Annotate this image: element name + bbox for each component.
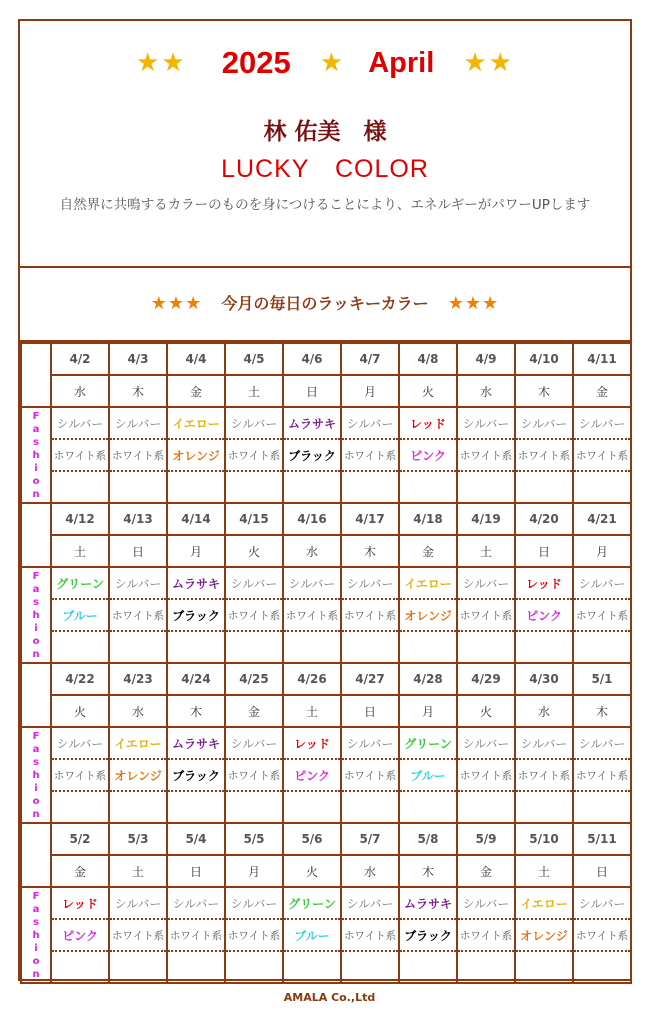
fashion-letter: h — [32, 769, 40, 781]
fashion-label — [21, 727, 51, 823]
subhead-stars-left: ★★★ — [150, 293, 203, 314]
secondary-color-cell: ホワイト系 — [51, 759, 109, 791]
fashion-vertical-text — [32, 730, 39, 821]
secondary-color-cell: ホワイト系 — [457, 439, 515, 471]
weekday-cell: 金 — [51, 855, 109, 887]
primary-color-cell: シルバー — [341, 407, 399, 439]
fashion-letter: a — [32, 903, 40, 915]
primary-color-cell: シルバー — [457, 887, 515, 919]
empty-cell — [283, 951, 341, 983]
weekday-cell: 木 — [573, 695, 631, 727]
empty-cell — [167, 471, 225, 503]
weekday-cell: 日 — [515, 535, 573, 567]
fashion-letter: s — [33, 596, 39, 608]
date-cell: 4/10 — [515, 343, 573, 375]
date-cell: 4/5 — [225, 343, 283, 375]
weekday-cell: 火 — [399, 375, 457, 407]
fashion-letter: a — [32, 423, 40, 435]
subhead-text: 今月の毎日のラッキーカラー — [221, 294, 429, 313]
secondary-color-cell: ホワイト系 — [573, 919, 631, 951]
fashion-letter: s — [33, 756, 39, 768]
empty-cell — [457, 791, 515, 823]
primary-color-cell: シルバー — [109, 887, 167, 919]
weekday-cell: 月 — [573, 535, 631, 567]
weekday-cell: 水 — [515, 695, 573, 727]
wd-row — [21, 695, 631, 727]
date-cell: 4/24 — [167, 663, 225, 695]
primary-color-cell: シルバー — [457, 727, 515, 759]
week-block — [20, 662, 632, 824]
secondary-color-cell: ブラック — [167, 759, 225, 791]
fashion-letter: h — [32, 449, 40, 461]
secondary-color-cell: ホワイト系 — [573, 439, 631, 471]
corner-cell — [21, 503, 51, 567]
year-label: 2025 — [221, 45, 291, 80]
date-cell: 4/21 — [573, 503, 631, 535]
daily-lucky-color-heading — [20, 268, 630, 342]
week-block — [20, 502, 632, 664]
header-section — [20, 21, 630, 268]
weekday-cell: 水 — [341, 855, 399, 887]
fashion-letter: F — [32, 890, 40, 902]
primary-color-cell: シルバー — [341, 727, 399, 759]
primary-color-cell: シルバー — [167, 887, 225, 919]
primary-color-cell: シルバー — [109, 567, 167, 599]
date-cell: 4/2 — [51, 343, 109, 375]
fashion-vertical-text — [32, 570, 39, 661]
primary-color-cell: シルバー — [457, 567, 515, 599]
weekday-cell: 日 — [167, 855, 225, 887]
weekday-cell: 火 — [225, 535, 283, 567]
weekday-cell: 月 — [399, 695, 457, 727]
date-cell: 5/9 — [457, 823, 515, 855]
secondary-color-cell: オレンジ — [167, 439, 225, 471]
secondary-color-cell: ホワイト系 — [457, 599, 515, 631]
empty-cell — [109, 951, 167, 983]
empty-cell — [573, 471, 631, 503]
weekday-cell: 日 — [341, 695, 399, 727]
empty-cell — [167, 951, 225, 983]
weekday-cell: 火 — [283, 855, 341, 887]
primary-color-cell: シルバー — [225, 567, 283, 599]
weekday-cell: 土 — [515, 855, 573, 887]
secondary-color-cell: ピンク — [283, 759, 341, 791]
primary-color-cell: シルバー — [341, 567, 399, 599]
date-cell: 4/8 — [399, 343, 457, 375]
primary-color-cell: シルバー — [51, 727, 109, 759]
weekday-cell: 水 — [283, 535, 341, 567]
title-row — [20, 45, 630, 81]
empty-cell — [573, 631, 631, 663]
c1-row — [21, 407, 631, 439]
weekday-cell: 金 — [167, 375, 225, 407]
empty-cell — [457, 631, 515, 663]
weekday-cell: 水 — [109, 695, 167, 727]
primary-color-cell: シルバー — [573, 407, 631, 439]
primary-color-cell: シルバー — [573, 727, 631, 759]
fashion-letter: s — [33, 916, 39, 928]
fashion-letter: o — [32, 955, 40, 967]
fashion-label — [21, 407, 51, 503]
empty-cell — [573, 791, 631, 823]
date-cell: 4/27 — [341, 663, 399, 695]
secondary-color-cell: ホワイト系 — [515, 759, 573, 791]
month-label: April — [368, 46, 435, 79]
date-cell: 4/17 — [341, 503, 399, 535]
weeks-container — [20, 342, 630, 984]
weekday-cell: 月 — [341, 375, 399, 407]
empty-cell — [225, 951, 283, 983]
secondary-color-cell: オレンジ — [109, 759, 167, 791]
corner-cell — [21, 663, 51, 727]
c1-row — [21, 567, 631, 599]
primary-color-cell: レッド — [283, 727, 341, 759]
empty-cell — [51, 631, 109, 663]
date-cell: 4/16 — [283, 503, 341, 535]
fashion-letter: o — [32, 795, 40, 807]
date-cell: 4/30 — [515, 663, 573, 695]
weekday-cell: 土 — [283, 695, 341, 727]
date-cell: 4/28 — [399, 663, 457, 695]
date-cell: 4/13 — [109, 503, 167, 535]
fashion-vertical-text — [32, 890, 39, 981]
subhead-stars-right: ★★★ — [447, 293, 500, 314]
secondary-color-cell: ピンク — [399, 439, 457, 471]
primary-color-cell: シルバー — [573, 887, 631, 919]
primary-color-cell: イエロー — [109, 727, 167, 759]
fashion-label — [21, 887, 51, 983]
date-row — [21, 343, 631, 375]
stars-right-decoration: ★★ — [463, 48, 514, 78]
calendar-frame — [18, 19, 632, 981]
primary-color-cell: ムラサキ — [167, 727, 225, 759]
date-cell: 5/7 — [341, 823, 399, 855]
wd-row — [21, 535, 631, 567]
wd-row — [21, 375, 631, 407]
primary-color-cell: レッド — [399, 407, 457, 439]
date-cell: 4/15 — [225, 503, 283, 535]
weekday-cell: 金 — [457, 855, 515, 887]
weekday-cell: 火 — [457, 695, 515, 727]
empty-cell — [399, 631, 457, 663]
primary-color-cell: シルバー — [109, 407, 167, 439]
secondary-color-cell: ホワイト系 — [225, 599, 283, 631]
date-cell: 4/23 — [109, 663, 167, 695]
fashion-letter: F — [32, 570, 40, 582]
primary-color-cell: シルバー — [515, 727, 573, 759]
secondary-color-cell: ホワイト系 — [341, 599, 399, 631]
empty-cell — [515, 631, 573, 663]
lucky-color-title: LUCKY COLOR — [221, 155, 429, 183]
c3-row — [21, 791, 631, 823]
weekday-cell: 土 — [457, 535, 515, 567]
date-cell: 5/10 — [515, 823, 573, 855]
primary-color-cell: ムラサキ — [399, 887, 457, 919]
week-block — [20, 342, 632, 504]
secondary-color-cell: ホワイト系 — [225, 919, 283, 951]
date-cell: 4/6 — [283, 343, 341, 375]
weekday-cell: 木 — [109, 375, 167, 407]
secondary-color-cell: ホワイト系 — [109, 599, 167, 631]
secondary-color-cell: ホワイト系 — [109, 439, 167, 471]
secondary-color-cell: ホワイト系 — [51, 439, 109, 471]
primary-color-cell: シルバー — [225, 887, 283, 919]
fashion-letter: o — [32, 475, 40, 487]
secondary-color-cell: ホワイト系 — [573, 599, 631, 631]
primary-color-cell: シルバー — [457, 407, 515, 439]
date-cell: 4/22 — [51, 663, 109, 695]
fashion-letter: F — [32, 410, 40, 422]
date-row — [21, 663, 631, 695]
weekday-cell: 土 — [109, 855, 167, 887]
primary-color-cell: イエロー — [515, 887, 573, 919]
secondary-color-cell: ホワイト系 — [341, 919, 399, 951]
primary-color-cell: シルバー — [341, 887, 399, 919]
secondary-color-cell: ホワイト系 — [225, 759, 283, 791]
date-cell: 4/18 — [399, 503, 457, 535]
primary-color-cell: イエロー — [167, 407, 225, 439]
primary-color-cell: ムラサキ — [283, 407, 341, 439]
empty-cell — [341, 631, 399, 663]
c2-row — [21, 599, 631, 631]
empty-cell — [573, 951, 631, 983]
secondary-color-cell: ホワイト系 — [167, 919, 225, 951]
primary-color-cell: シルバー — [283, 567, 341, 599]
secondary-color-cell: ブルー — [399, 759, 457, 791]
empty-cell — [109, 471, 167, 503]
primary-color-cell: シルバー — [225, 727, 283, 759]
primary-color-cell: イエロー — [399, 567, 457, 599]
date-cell: 5/6 — [283, 823, 341, 855]
secondary-color-cell: オレンジ — [515, 919, 573, 951]
empty-cell — [399, 791, 457, 823]
wd-row — [21, 855, 631, 887]
fashion-letter: F — [32, 730, 40, 742]
empty-cell — [51, 951, 109, 983]
fashion-letter: i — [34, 942, 38, 954]
date-cell: 4/12 — [51, 503, 109, 535]
c2-row — [21, 439, 631, 471]
secondary-color-cell: ブルー — [51, 599, 109, 631]
fashion-letter: i — [34, 782, 38, 794]
date-cell: 4/29 — [457, 663, 515, 695]
empty-cell — [341, 951, 399, 983]
primary-color-cell: グリーン — [399, 727, 457, 759]
date-cell: 4/14 — [167, 503, 225, 535]
weekday-cell: 日 — [109, 535, 167, 567]
date-cell: 5/5 — [225, 823, 283, 855]
week-block — [20, 822, 632, 984]
fashion-letter: i — [34, 462, 38, 474]
weekday-cell: 日 — [573, 855, 631, 887]
empty-cell — [225, 471, 283, 503]
date-cell: 4/4 — [167, 343, 225, 375]
primary-color-cell: シルバー — [51, 407, 109, 439]
fashion-label — [21, 567, 51, 663]
weekday-cell: 金 — [399, 535, 457, 567]
empty-cell — [399, 951, 457, 983]
primary-color-cell: ムラサキ — [167, 567, 225, 599]
empty-cell — [167, 631, 225, 663]
secondary-color-cell: ホワイト系 — [457, 919, 515, 951]
empty-cell — [399, 471, 457, 503]
fashion-letter: n — [32, 488, 40, 500]
secondary-color-cell: ホワイト系 — [225, 439, 283, 471]
empty-cell — [341, 471, 399, 503]
description-text: 自然界に共鳴するカラーのものを身につけることにより、エネルギーがパワーUPします — [59, 197, 591, 213]
secondary-color-cell: ブラック — [283, 439, 341, 471]
secondary-color-cell: ホワイト系 — [573, 759, 631, 791]
c1-row — [21, 727, 631, 759]
c3-row — [21, 471, 631, 503]
corner-cell — [21, 823, 51, 887]
secondary-color-cell: ピンク — [51, 919, 109, 951]
date-cell: 4/3 — [109, 343, 167, 375]
empty-cell — [167, 791, 225, 823]
weekday-cell: 日 — [283, 375, 341, 407]
date-cell: 4/20 — [515, 503, 573, 535]
fashion-vertical-text — [32, 410, 39, 501]
fashion-letter: i — [34, 622, 38, 634]
weekday-cell: 木 — [167, 695, 225, 727]
primary-color-cell: グリーン — [283, 887, 341, 919]
weekday-cell: 月 — [225, 855, 283, 887]
weekday-cell: 土 — [51, 535, 109, 567]
empty-cell — [341, 791, 399, 823]
empty-cell — [457, 951, 515, 983]
c2-row — [21, 919, 631, 951]
primary-color-cell: シルバー — [225, 407, 283, 439]
fashion-letter: n — [32, 648, 40, 660]
customer-name: 林 佑美 様 — [263, 119, 387, 145]
secondary-color-cell: ピンク — [515, 599, 573, 631]
empty-cell — [515, 791, 573, 823]
empty-cell — [51, 791, 109, 823]
empty-cell — [51, 471, 109, 503]
secondary-color-cell: ブラック — [399, 919, 457, 951]
c3-row — [21, 631, 631, 663]
date-cell: 4/7 — [341, 343, 399, 375]
empty-cell — [283, 631, 341, 663]
primary-color-cell: シルバー — [573, 567, 631, 599]
secondary-color-cell: ホワイト系 — [341, 439, 399, 471]
empty-cell — [109, 791, 167, 823]
date-cell: 4/25 — [225, 663, 283, 695]
weekday-cell: 火 — [51, 695, 109, 727]
fashion-letter: s — [33, 436, 39, 448]
secondary-color-cell: ホワイト系 — [283, 599, 341, 631]
date-cell: 5/3 — [109, 823, 167, 855]
weekday-cell: 水 — [51, 375, 109, 407]
stars-left-decoration: ★★ — [136, 48, 187, 78]
c3-row — [21, 951, 631, 983]
fashion-letter: a — [32, 583, 40, 595]
empty-cell — [109, 631, 167, 663]
weekday-cell: 土 — [225, 375, 283, 407]
secondary-color-cell: ホワイト系 — [341, 759, 399, 791]
weekday-cell: 水 — [457, 375, 515, 407]
weekday-cell: 木 — [399, 855, 457, 887]
secondary-color-cell: ホワイト系 — [457, 759, 515, 791]
date-row — [21, 503, 631, 535]
date-cell: 5/2 — [51, 823, 109, 855]
empty-cell — [225, 631, 283, 663]
weekday-cell: 金 — [225, 695, 283, 727]
secondary-color-cell: オレンジ — [399, 599, 457, 631]
star-mid-decoration: ★ — [319, 48, 344, 78]
empty-cell — [457, 471, 515, 503]
date-cell: 5/4 — [167, 823, 225, 855]
empty-cell — [515, 951, 573, 983]
weekday-cell: 金 — [573, 375, 631, 407]
date-cell: 5/1 — [573, 663, 631, 695]
fashion-letter: n — [32, 968, 40, 980]
date-cell: 4/11 — [573, 343, 631, 375]
primary-color-cell: グリーン — [51, 567, 109, 599]
fashion-letter: n — [32, 808, 40, 820]
c2-row — [21, 759, 631, 791]
date-cell: 4/19 — [457, 503, 515, 535]
fashion-letter: h — [32, 609, 40, 621]
date-cell: 5/11 — [573, 823, 631, 855]
weekday-cell: 木 — [515, 375, 573, 407]
empty-cell — [515, 471, 573, 503]
date-cell: 5/8 — [399, 823, 457, 855]
primary-color-cell: レッド — [51, 887, 109, 919]
date-row — [21, 823, 631, 855]
empty-cell — [283, 791, 341, 823]
secondary-color-cell: ブラック — [167, 599, 225, 631]
empty-cell — [283, 471, 341, 503]
fashion-letter: h — [32, 929, 40, 941]
empty-cell — [225, 791, 283, 823]
secondary-color-cell: ホワイト系 — [515, 439, 573, 471]
company-footer: AMALA Co.,Ltd — [283, 991, 376, 1004]
weekday-cell: 木 — [341, 535, 399, 567]
weekday-cell: 月 — [167, 535, 225, 567]
fashion-letter: a — [32, 743, 40, 755]
primary-color-cell: レッド — [515, 567, 573, 599]
fashion-letter: o — [32, 635, 40, 647]
secondary-color-cell: ブルー — [283, 919, 341, 951]
c1-row — [21, 887, 631, 919]
date-cell: 4/26 — [283, 663, 341, 695]
secondary-color-cell: ホワイト系 — [109, 919, 167, 951]
date-cell: 4/9 — [457, 343, 515, 375]
primary-color-cell: シルバー — [515, 407, 573, 439]
corner-cell — [21, 343, 51, 407]
